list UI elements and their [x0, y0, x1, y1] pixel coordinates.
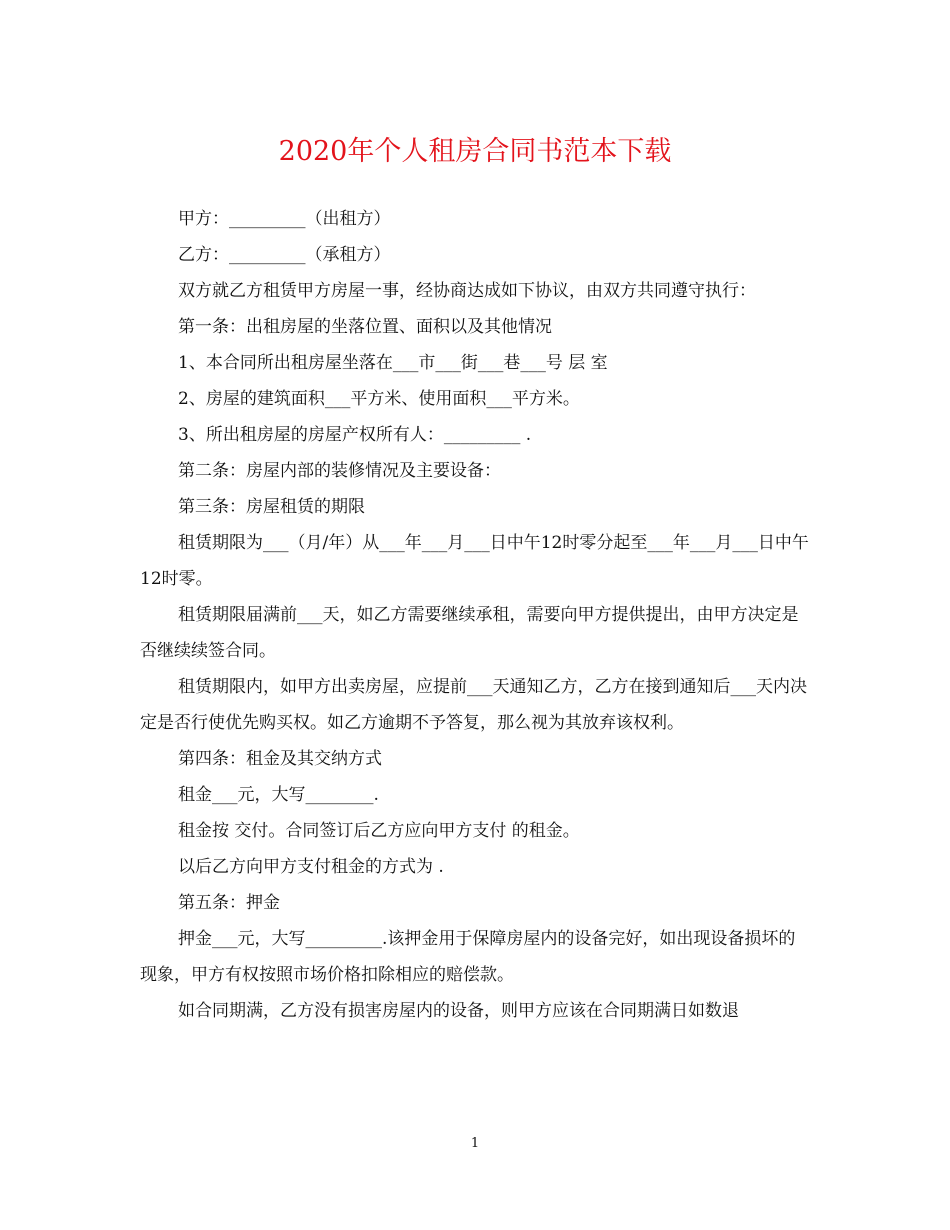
deposit-paragraph: 押金___元，大写_________.该押金用于保障房屋内的设备完好，如出现设备损坏的现象，甲方有权按照市场价格扣除相应的赔偿款。 — [140, 929, 796, 985]
article-1-heading: 第一条：出租房屋的坐落位置、面积以及其他情况 — [178, 317, 552, 337]
lease-term-paragraph: 租赁期限为___（月/年）从___年___月___日中午12时零分起至___年___月___日中午12时零。 — [140, 533, 809, 589]
article-1-item-2: 2、房屋的建筑面积___平方米、使用面积___平方米。 — [178, 389, 580, 409]
paragraph-party-a: 甲方：_________（出租方） — [178, 209, 391, 229]
rent-payment-paragraph: 租金按 交付。合同签订后乙方应向甲方支付 的租金。 — [178, 821, 580, 841]
document-title: 2020年个人租房合同书范本下载 — [278, 136, 672, 167]
preemptive-right-paragraph: 租赁期限内，如甲方出卖房屋，应提前___天通知乙方，乙方在接到通知后___天内决定是否行使优先购买权。如乙方逾期不予答复，那么视为其放弃该权利。 — [140, 677, 807, 733]
article-5-heading: 第五条：押金 — [178, 893, 280, 913]
deposit-refund-paragraph: 如合同期满，乙方没有损害房屋内的设备，则甲方应该在合同期满日如数退 — [178, 1001, 739, 1021]
article-1-item-1: 1、本合同所出租房屋坐落在___市___街___巷___号 层 室 — [178, 353, 608, 373]
paragraph-party-b: 乙方：_________（承租方） — [178, 245, 391, 265]
rent-method-paragraph: 以后乙方向甲方支付租金的方式为 . — [178, 857, 444, 877]
article-2-heading: 第二条：房屋内部的装修情况及主要设备： — [178, 461, 501, 481]
page-number: 1 — [470, 1136, 480, 1151]
article-3-heading: 第三条：房屋租赁的期限 — [178, 497, 365, 517]
paragraph-agreement-intro: 双方就乙方租赁甲方房屋一事，经协商达成如下协议，由双方共同遵守执行： — [178, 281, 756, 301]
article-4-heading: 第四条：租金及其交纳方式 — [178, 749, 382, 769]
article-1-item-3: 3、所出租房屋的房屋产权所有人：_________ . — [178, 425, 532, 445]
rent-amount-paragraph: 租金___元，大写________. — [178, 785, 379, 805]
document-body — [140, 201, 810, 1029]
lease-renewal-paragraph: 租赁期限届满前___天，如乙方需要继续承租，需要向甲方提供提出，由甲方决定是否继续续签合同。 — [140, 605, 799, 661]
